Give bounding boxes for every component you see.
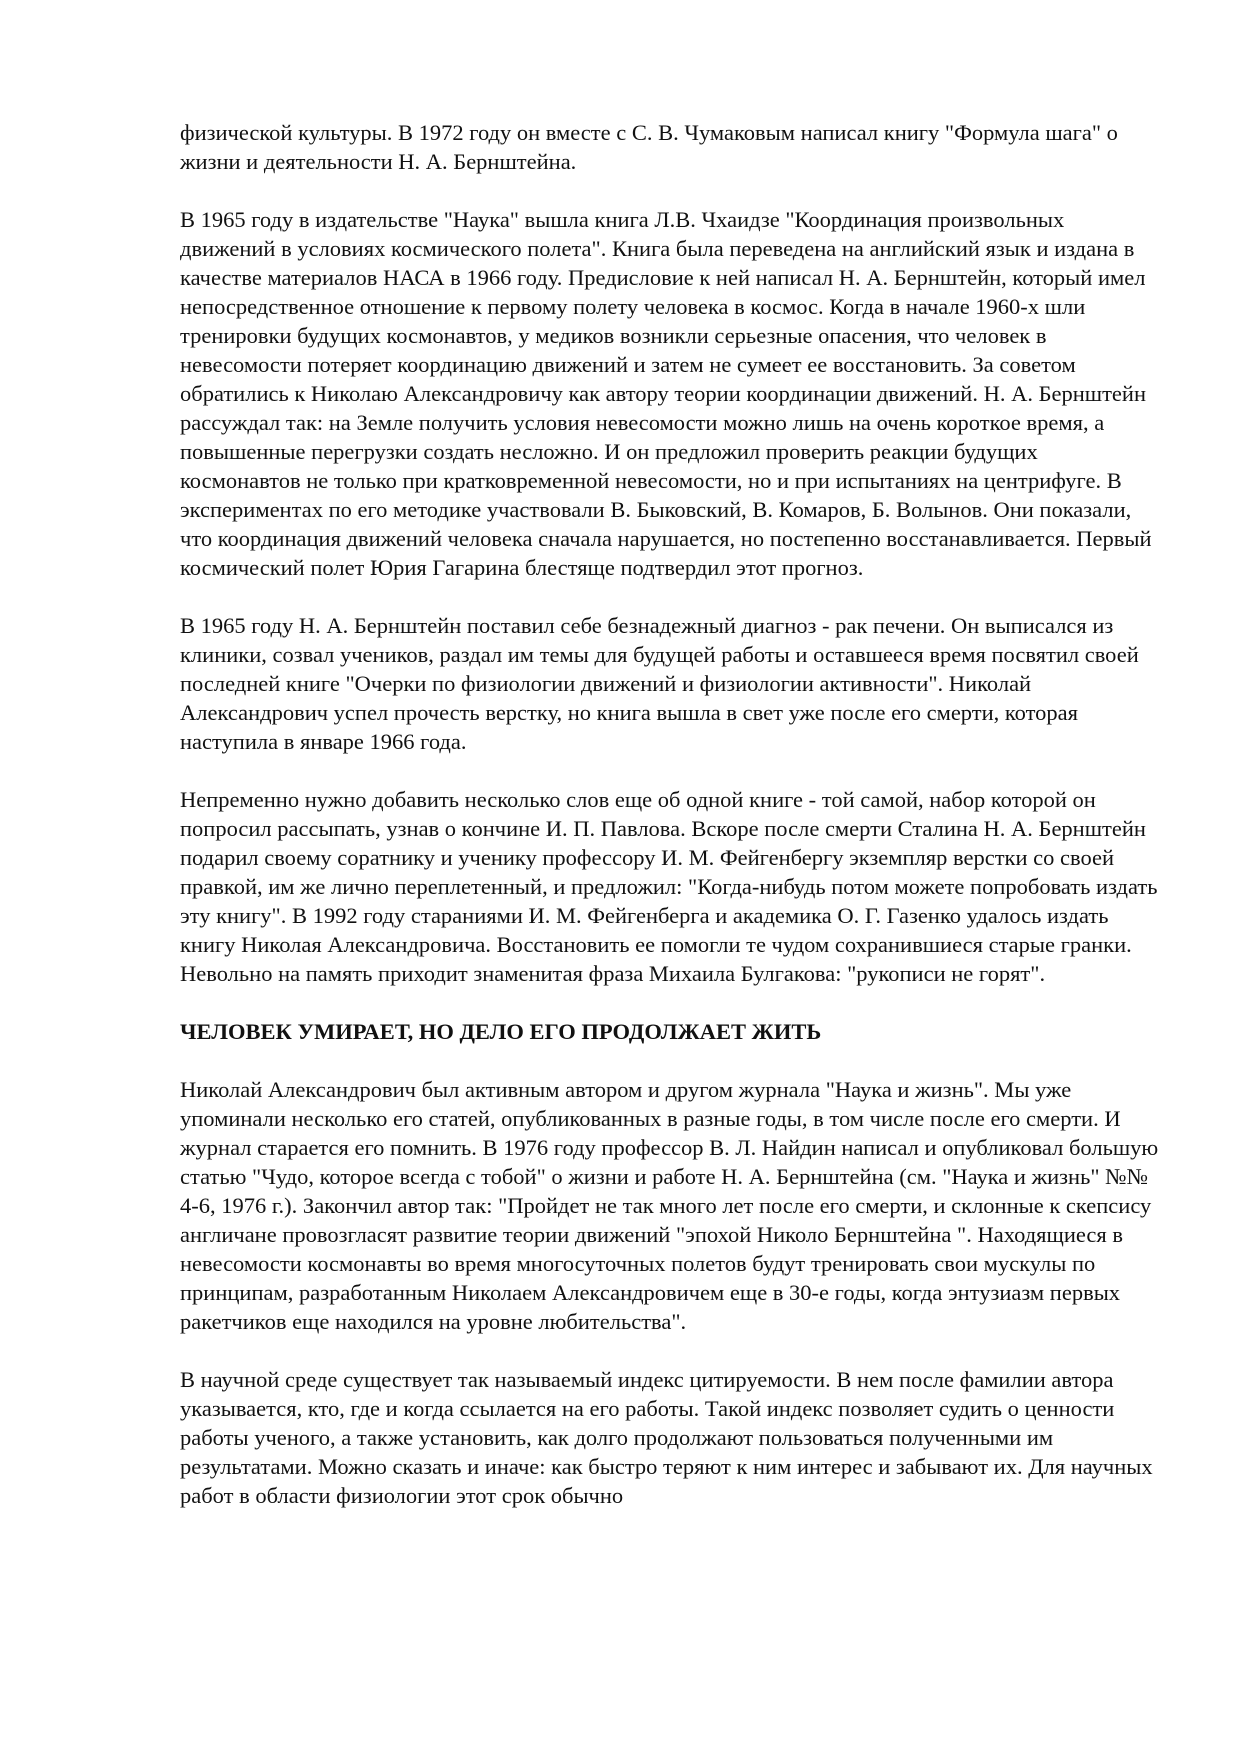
- paragraph-last-book: В 1965 году Н. А. Бернштейн поставил себе безнадежный диагноз - рак печени. Он выписался из клиники, созвал учеников, раздал им темы для будущей работы и оставшееся время посвятил своей последней книге "Очерки по физиологии движений и физиологии активности". Николай Александрович успел прочесть верстку, но книга вышла в свет уже после его смерти, которая наступила в январе 1966 года.: [180, 613, 1139, 754]
- paragraph-manuscripts: Непременно нужно добавить несколько слов еще об одной книге - той самой, набор которой он попросил рассыпать, узнав о кончине И. П. Павлова. Вскоре после смерти Сталина Н. А. Бернштейн подарил своему соратнику и ученику профессору И. М. Фейгенбергу экземпляр верстки со своей правкой, им же лично переплетенный, и предложил: "Когда-нибудь потом можете попробовать издать эту книгу". В 1992 году стараниями И. М. Фейгенберга и академика О. Г. Газенко удалось издать книгу Николая Александровича. Восстановить ее помогли те чудом сохранившиеся старые гранки. Невольно на память приходит знаменитая фраза Михаила Булгакова: "рукописи не горят".: [180, 787, 1158, 986]
- paragraph-nauka-i-zhizn: Николай Александрович был активным автором и другом журнала "Наука и жизнь". Мы уже упоминали несколько его статей, опубликованных в разные годы, в том числе после его смерти. И журнал старается его помнить. В 1976 году профессор В. Л. Найдин написал и опубликовал большую статью "Чудо, которое всегда с тобой" о жизни и работе Н. А. Бернштейна (см. "Наука и жизнь" №№ 4-6, 1976 г.). Закончил автор так: "Пройдет не так много лет после его смерти, и склонные к скепсису англичане провозгласят развитие теории движений "эпохой Николо Бернштейна ". Находящиеся в невесомости космонавты во время многосуточных полетов будут тренировать свои мускулы по принципам, разработанным Николаем Александровичем еще в 30-е годы, когда энтузиазм первых ракетчиков еще находился на уровне любительства".: [180, 1077, 1159, 1334]
- document-page: [180, 118, 1160, 1539]
- paragraph-formula-shaga: физической культуры. В 1972 году он вместе с С. В. Чумаковым написал книгу "Формула шага" о жизни и деятельности Н. А. Бернштейна.: [180, 120, 1118, 174]
- paragraph-chkhaidze-book: В 1965 году в издательстве "Наука" вышла книга Л.В. Чхаидзе "Координация произвольных движений в условиях космического полета". Книга была переведена на английский язык и издана в качестве материалов НАСА в 1966 году. Предисловие к ней написал Н. А. Бернштейн, который имел непосредственное отношение к первому полету человека в космос. Когда в начале 1960-х шли тренировки будущих космонавтов, у медиков возникли серьезные опасения, что человек в невесомости потеряет координацию движений и затем не сумеет ее восстановить. За советом обратились к Николаю Александровичу как автору теории координации движений. Н. А. Бернштейн рассуждал так: на Земле получить условия невесомости можно лишь на очень короткое время, а повышенные перегрузки создать несложно. И он предложил проверить реакции будущих космонавтов не только при кратковременной невесомости, но и при испытаниях на центрифуге. В экспериментах по его методике участвовали В. Быковский, В. Комаров, Б. Волынов. Они показали, что координация движений человека сначала нарушается, но постепенно восстанавливается. Первый космический полет Юрия Гагарина блестяще подтвердил этот прогноз.: [180, 207, 1152, 580]
- section-heading: ЧЕЛОВЕК УМИРАЕТ, НО ДЕЛО ЕГО ПРОДОЛЖАЕТ ЖИТЬ: [180, 1019, 822, 1044]
- paragraph-citation-index: В научной среде существует так называемый индекс цитируемости. В нем после фамилии автора указывается, кто, где и когда ссылается на его работы. Такой индекс позволяет судить о ценности работы ученого, а также установить, как долго продолжают пользоваться полученными им результатами. Можно сказать и иначе: как быстро теряют к ним интерес и забывают их. Для научных работ в области физиологии этот срок обычно: [180, 1367, 1153, 1508]
